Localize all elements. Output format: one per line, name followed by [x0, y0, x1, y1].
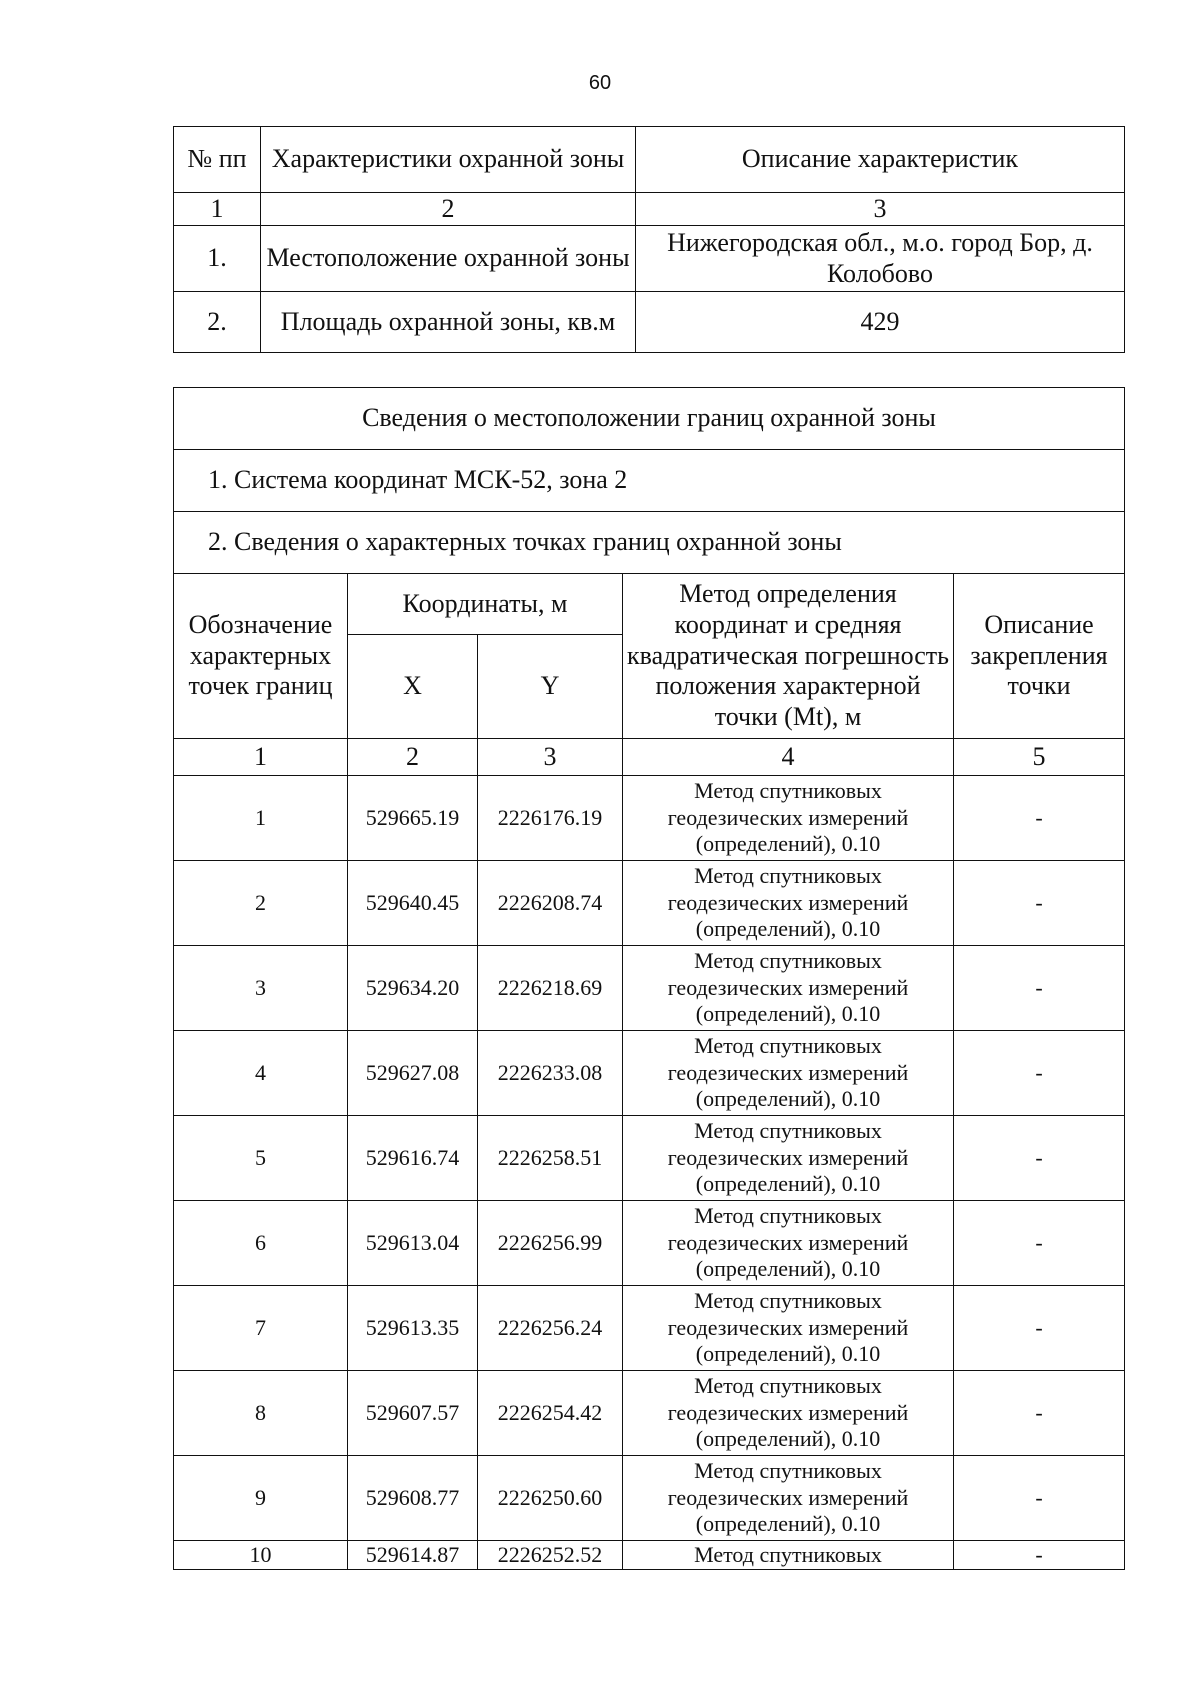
- point-y: 2226258.51: [478, 1116, 623, 1201]
- summary-colnum-1: 1: [174, 193, 261, 226]
- table-row: [174, 861, 1125, 946]
- point-method: Метод спутниковых геодезических измерений (определений), 0.10: [623, 1286, 954, 1371]
- page-number: 60: [588, 72, 612, 94]
- summary-row-characteristic: Площадь охранной зоны, кв.м: [261, 292, 636, 353]
- table-row: [174, 1116, 1125, 1201]
- summary-row-num: 2.: [174, 292, 261, 353]
- summary-row-area: [174, 292, 1125, 353]
- summary-row-description: 429: [636, 292, 1125, 353]
- summary-colnum-3: 3: [636, 193, 1125, 226]
- point-x: 529634.20: [348, 946, 478, 1031]
- point-method: Метод спутниковых геодезических измерений (определений), 0.10: [623, 1371, 954, 1456]
- point-x: 529640.45: [348, 861, 478, 946]
- point-y: 2226256.24: [478, 1286, 623, 1371]
- point-id: 3: [174, 946, 348, 1031]
- header-fixing: Описание закрепления точки: [954, 574, 1125, 739]
- point-id: 1: [174, 776, 348, 861]
- point-method: Метод спутниковых геодезических измерений (определений), 0.10: [623, 1031, 954, 1116]
- point-method: Метод спутниковых геодезических измерений (определений), 0.10: [623, 1456, 954, 1541]
- point-y: 2226250.60: [478, 1456, 623, 1541]
- points-colnum-5: 5: [954, 739, 1125, 776]
- header-x: X: [348, 635, 478, 739]
- summary-colnum-2: 2: [261, 193, 636, 226]
- point-id: 6: [174, 1201, 348, 1286]
- point-method: Метод спутниковых геодезических измерений (определений), 0.10: [623, 1116, 954, 1201]
- point-fixing: -: [954, 946, 1125, 1031]
- point-method: Метод спутниковых геодезических измерений (определений), 0.10: [623, 1201, 954, 1286]
- point-x: 529608.77: [348, 1456, 478, 1541]
- summary-row-description: Нижегородская обл., м.о. город Бор, д. Колобово: [636, 226, 1125, 292]
- table-row: [174, 776, 1125, 861]
- point-method: Метод спутниковых геодезических измерений (определений), 0.10: [623, 776, 954, 861]
- point-x: 529627.08: [348, 1031, 478, 1116]
- point-y: 2226256.99: [478, 1201, 623, 1286]
- point-y: 2226254.42: [478, 1371, 623, 1456]
- point-method: Метод спутниковых геодезических измерений (определений), 0.10: [623, 861, 954, 946]
- point-id: 5: [174, 1116, 348, 1201]
- coordinate-system: 1. Система координат МСК-52, зона 2: [174, 450, 1125, 512]
- point-fixing: -: [954, 1541, 1125, 1570]
- point-x: 529665.19: [348, 776, 478, 861]
- header-coordinates: Координаты, м: [348, 574, 623, 635]
- summary-header-row: [174, 127, 1125, 193]
- table-row: [174, 1371, 1125, 1456]
- summary-row-location: [174, 226, 1125, 292]
- point-x: 529607.57: [348, 1371, 478, 1456]
- point-y: 2226176.19: [478, 776, 623, 861]
- summary-row-num: 1.: [174, 226, 261, 292]
- points-table-title: Сведения о местоположении границ охранной зоны: [174, 388, 1125, 450]
- point-fixing: -: [954, 1201, 1125, 1286]
- table-row: [174, 946, 1125, 1031]
- point-method: Метод спутниковых: [623, 1541, 954, 1570]
- point-fixing: -: [954, 1116, 1125, 1201]
- summary-row-characteristic: Местоположение охранной зоны: [261, 226, 636, 292]
- points-colnum-3: 3: [478, 739, 623, 776]
- points-colnum-4: 4: [623, 739, 954, 776]
- point-fixing: -: [954, 1286, 1125, 1371]
- point-id: 8: [174, 1371, 348, 1456]
- point-fixing: -: [954, 1371, 1125, 1456]
- table-row: [174, 1286, 1125, 1371]
- point-y: 2226218.69: [478, 946, 623, 1031]
- point-x: 529616.74: [348, 1116, 478, 1201]
- boundary-points-table: [173, 387, 1125, 1570]
- point-y: 2226252.52: [478, 1541, 623, 1570]
- point-fixing: -: [954, 776, 1125, 861]
- point-x: 529613.35: [348, 1286, 478, 1371]
- point-y: 2226208.74: [478, 861, 623, 946]
- point-y: 2226233.08: [478, 1031, 623, 1116]
- summary-table: [173, 126, 1125, 353]
- summary-colnum-row: [174, 193, 1125, 226]
- summary-header-num: № пп: [174, 127, 261, 193]
- table-row: [174, 1201, 1125, 1286]
- points-section-title: 2. Сведения о характерных точках границ охранной зоны: [174, 512, 1125, 574]
- summary-header-description: Описание характеристик: [636, 127, 1125, 193]
- point-id: 10: [174, 1541, 348, 1570]
- point-fixing: -: [954, 861, 1125, 946]
- table-row: [174, 1541, 1125, 1570]
- point-fixing: -: [954, 1456, 1125, 1541]
- table-row: [174, 1031, 1125, 1116]
- points-colnum-1: 1: [174, 739, 348, 776]
- header-method: Метод определения координат и средняя квадратическая погрешность положения характерной точки (Mt), м: [623, 574, 954, 739]
- summary-header-characteristic: Характеристики охранной зоны: [261, 127, 636, 193]
- point-id: 2: [174, 861, 348, 946]
- points-colnum-row: [174, 739, 1125, 776]
- table-row: [174, 1456, 1125, 1541]
- point-id: 4: [174, 1031, 348, 1116]
- point-x: 529614.87: [348, 1541, 478, 1570]
- points-colnum-2: 2: [348, 739, 478, 776]
- header-designation: Обозначение характерных точек границ: [174, 574, 348, 739]
- point-method: Метод спутниковых геодезических измерений (определений), 0.10: [623, 946, 954, 1031]
- point-fixing: -: [954, 1031, 1125, 1116]
- header-y: Y: [478, 635, 623, 739]
- point-id: 9: [174, 1456, 348, 1541]
- point-x: 529613.04: [348, 1201, 478, 1286]
- point-id: 7: [174, 1286, 348, 1371]
